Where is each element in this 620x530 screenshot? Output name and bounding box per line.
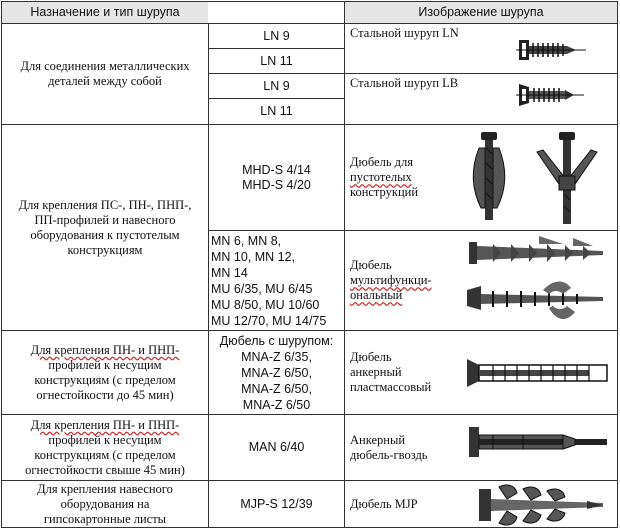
plastic-anchor-image [463,351,613,395]
hollow-wall-anchor-image [463,128,613,228]
row3-label: Дюбель анкерный пластмассовый [350,350,432,394]
row1-label-ln: Стальной шуруп LN [350,25,459,40]
row2-label-a: Дюбель для пустотелых конструкций [350,155,419,199]
header-image: Изображение шурупа [345,2,617,23]
mjp-dowel-image [477,483,613,527]
screw-ln-image [516,36,586,64]
row3-purpose: Для крепления ПН- и ПНП- профилей к несущим конструкциям (с пределом огнестойкости до 45 мин) [30,342,180,402]
row4-purpose: Для крепления ПН- и ПНП- профилей к несущим конструкциям (с пределом огнестойкости свыше 45 мин) [25,417,185,477]
row1-purpose: Для соединения металлических деталей между собой [20,59,190,88]
row1-type-4: LN 11 [260,104,293,118]
anchor-nail-dowel-image [463,421,613,471]
row1-type-1: LN 9 [263,28,290,43]
multifunction-dowel-image [463,234,613,328]
row5-label: Дюбель MJP [350,496,418,511]
row2-label-b: Дюбель мультифункци- ональный [350,258,432,302]
row1-label-lb: Стальной шуруп LB [350,75,459,90]
row3-types: Дюбель с шурупом: MNA-Z 6/35, MNA-Z 6/50, MNA-Z 6/50, MNA-Z 6/50 [219,333,334,412]
row2-types-b: MN 6, MN 8, MN 10, MN 12, MN 14 MU 6/35, MU 6/45 MU 8/50, MU 10/60 MU 12/70, MU 14/75 [211,233,327,328]
row4-types: MAN 6/40 [248,440,305,454]
row2-types-a: MHD-S 4/14 MHD-S 4/20 [242,162,311,192]
screw-table [1,1,618,528]
row5-types: MJP-S 12/39 [240,496,313,511]
row1-type-3: LN 9 [263,78,290,93]
row4-label: Анкерный дюбель-гвоздь [350,432,428,462]
row1-type-2: LN 11 [260,53,293,68]
row5-purpose: Для крепления навесного оборудования на гипсокартонные листы [37,481,173,526]
screw-lb-image [516,81,586,109]
row2-purpose: Для крепления ПС-, ПН-, ПНП-, ПП-профилей и навесного оборудования к пустотелым конструкциям [18,197,192,257]
header-purpose: Назначение и тип шурупа [2,2,208,23]
